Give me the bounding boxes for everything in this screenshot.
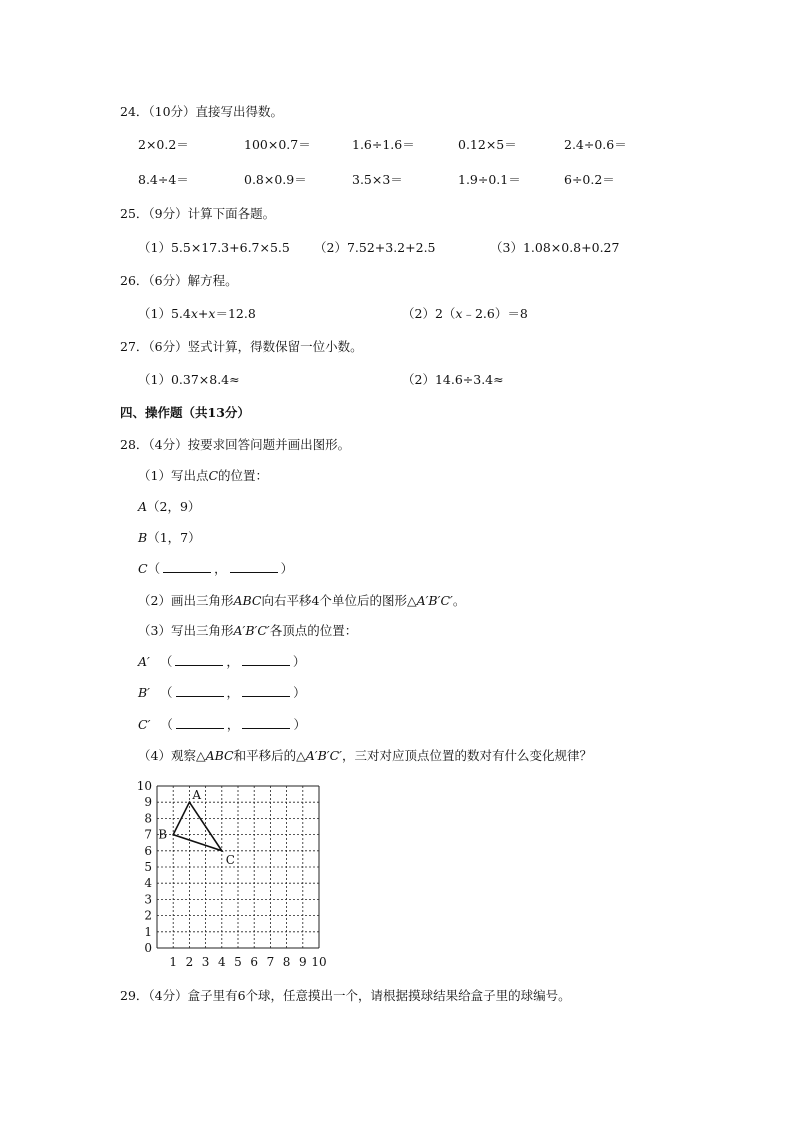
q24-r1-c2: 100×0.7＝ — [244, 137, 311, 152]
q27-item-1: （1）0.37×8.4≈ — [138, 372, 240, 387]
q29-title: 29．（4分）盒子里有6个球，任意摸出一个，请根据摸球结果给盒子里的球编号。 — [120, 988, 571, 1003]
x-tick-label: 3 — [201, 955, 210, 969]
answer-blank[interactable] — [163, 561, 211, 573]
q28-point-c: C（ ， ） — [138, 561, 294, 576]
q24-r2-c4: 1.9÷0.1＝ — [458, 172, 521, 187]
answer-blank[interactable] — [176, 685, 224, 697]
q26-title: 26．（6分）解方程。 — [120, 273, 238, 288]
x-tick-label: 4 — [217, 955, 226, 969]
answer-blank[interactable] — [230, 561, 278, 573]
x-tick-label: 8 — [282, 955, 291, 969]
triangle-abc — [173, 802, 222, 851]
y-tick-label: 8 — [144, 811, 152, 826]
x-tick-label: 7 — [266, 955, 275, 969]
y-tick-label: 2 — [144, 908, 152, 923]
q28-point-c-prime: C′ （ ， ） — [138, 717, 306, 732]
y-tick-label: 10 — [136, 779, 152, 793]
y-tick-label: 1 — [144, 924, 152, 939]
q24-r1-c1: 2×0.2＝ — [138, 137, 189, 152]
q28-point-a: A（2，9） — [138, 499, 201, 514]
y-tick-label: 6 — [144, 843, 152, 858]
q24-r1-c4: 0.12×5＝ — [458, 137, 517, 152]
q25-item-2: （2）7.52+3.2+2.5 — [314, 240, 436, 255]
q28-part-1: （1）写出点C的位置： — [138, 468, 269, 483]
x-tick-label: 10 — [311, 955, 327, 969]
vertex-label-a: A — [192, 788, 202, 803]
answer-blank[interactable] — [175, 654, 223, 666]
q28-point-b-prime: B′ （ ， ） — [138, 685, 306, 700]
x-tick-label: 6 — [250, 955, 259, 969]
coordinate-grid — [130, 775, 330, 975]
q24-r1-c5: 2.4÷0.6＝ — [564, 137, 627, 152]
y-tick-label: 7 — [144, 827, 152, 842]
q24-r1-c3: 1.6÷1.6＝ — [352, 137, 415, 152]
q27-title: 27．（6分）竖式计算，得数保留一位小数。 — [120, 339, 363, 354]
y-tick-label: 9 — [144, 795, 152, 810]
q24-r2-c2: 0.8×0.9＝ — [244, 172, 307, 187]
q26-item-2: （2）2（x﹣2.6）＝8 — [402, 306, 528, 321]
q24-r2-c1: 8.4÷4＝ — [138, 172, 189, 187]
answer-blank[interactable] — [176, 717, 224, 729]
answer-blank[interactable] — [242, 717, 290, 729]
x-tick-label: 9 — [298, 955, 307, 969]
q24-title: 24．（10分）直接写出得数。 — [120, 104, 284, 119]
answer-blank[interactable] — [242, 654, 290, 666]
q25-item-3: （3）1.08×0.8+0.27 — [490, 240, 620, 255]
answer-blank[interactable] — [242, 685, 290, 697]
q28-part-4: （4）观察△ABC和平移后的△A′B′C′，三对对应顶点位置的数对有什么变化规律？ — [138, 748, 593, 763]
section-4-heading: 四、操作题（共13分） — [120, 405, 250, 420]
x-tick-label: 2 — [185, 955, 194, 969]
q27-item-2: （2）14.6÷3.4≈ — [402, 372, 504, 387]
vertex-label-c: C — [225, 852, 235, 867]
x-tick-label: 5 — [234, 955, 242, 969]
q28-part-3: （3）写出三角形A′B′C′各顶点的位置： — [138, 623, 358, 638]
q25-title: 25．（9分）计算下面各题。 — [120, 206, 276, 221]
y-tick-label: 0 — [144, 941, 152, 955]
y-tick-label: 3 — [144, 892, 152, 907]
q26-item-1: （1）5.4x+x＝12.8 — [138, 306, 256, 321]
q28-point-a-prime: A′ （ ， ） — [138, 654, 306, 669]
y-tick-label: 5 — [144, 860, 152, 874]
q28-point-b: B（1，7） — [138, 530, 201, 545]
vertex-label-b: B — [158, 827, 168, 842]
q28-title: 28．（4分）按要求回答问题并画出图形。 — [120, 437, 351, 452]
q28-part-2: （2）画出三角形ABC向右平移4个单位后的图形△A′B′C′。 — [138, 593, 466, 608]
q25-item-1: （1）5.5×17.3+6.7×5.5 — [138, 240, 290, 255]
y-tick-label: 4 — [144, 876, 152, 891]
q24-r2-c5: 6÷0.2＝ — [564, 172, 615, 187]
x-tick-label: 1 — [169, 955, 178, 969]
q24-r2-c3: 3.5×3＝ — [352, 172, 403, 187]
